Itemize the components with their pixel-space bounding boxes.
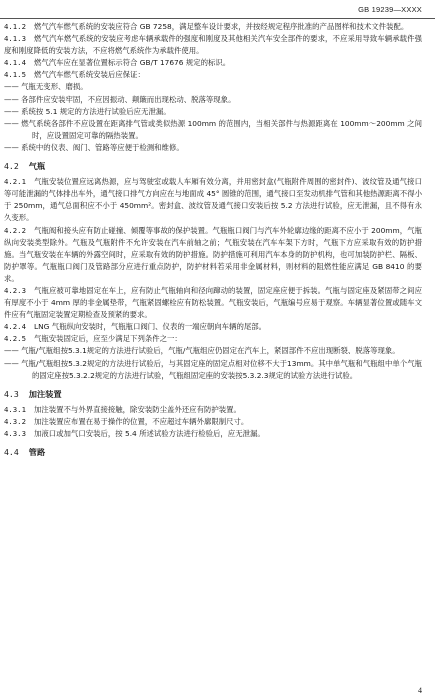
document-body xyxy=(4,21,422,462)
clause-text: 燃气汽车应在显著位置标示符合 GB/T 17676 规定的标识。 xyxy=(33,58,231,68)
list-item: —— 气瓶/气瓶组按5.3.1规定的方法进行试验后，气瓶/气瓶组应仍固定在汽车上，紧固部件不应出现断裂、脱落等现象。 xyxy=(4,346,400,356)
section-title: 气瓶 xyxy=(28,161,46,172)
list-item: —— 系统中的仪表、阀门、管路等应便于检测和维修。 xyxy=(4,142,184,152)
list-item: —— 气瓶/气瓶组按5.3.2规定的方法进行试验后，与其固定座的固定点相对位移不大于13mm。其中单气瓶和气瓶组中单个气瓶的固定座按5.3.2.2规定的方法进行试验，气瓶组固定座的安装按5.3.2.3规定的试验方法进行试验。 xyxy=(4,358,422,380)
clause-4-3-2 xyxy=(4,416,422,428)
clause-text: 气瓶应被可靠地固定在车上，应有防止气瓶轴向和径向蹿动的装置，固定座应便于拆装。气瓶与固定座及紧固带之间应有厚度不小于 4mm 厚的非金属垫带，气瓶紧固螺栓应有防松装置。气瓶安装后，气瓶编号应易于观察。车辆显著位置或随车文件应有气瓶固定装置定期检查及预紧的要求。 xyxy=(4,285,422,320)
clause-text: 燃气汽车燃气系统安装后应保证： xyxy=(33,70,145,80)
clause-number: 4.1.4 xyxy=(4,58,26,68)
section-title: 加注装置 xyxy=(28,388,62,399)
clause-text: 气瓶安装固定后，应至少满足下列条件之一： xyxy=(33,334,182,344)
clause-number: 4.1.2 xyxy=(4,22,26,31)
clause-number: 4.2.3 xyxy=(4,285,26,295)
section-heading-4-3 xyxy=(4,388,422,400)
clause-4-3-3 xyxy=(4,428,422,440)
clause-number: 4.3.1 xyxy=(4,404,26,414)
clause-4-1-3 xyxy=(4,33,422,57)
clause-4-1-2 xyxy=(4,21,422,33)
clause-number: 4.2.1 xyxy=(4,177,26,187)
clause-4-2-2 xyxy=(4,225,422,285)
clause-text: 气瓶安装位置应远离热源，应与驾驶室或载人车厢有效分离，并用密封盒(气瓶附件周围的密封件)、波纹管及通气接口等可能泄漏的气体排出车外，通气接口排气方向应在与地面成 45° 圆锥的范围，通气接口至发动机排气管和其他热源距离不得小于 250mm，通气总面积应不小于 450mm²。密封盒、波纹管及通气接口安装后按 5.2 方法进行试验，应无泄漏，且不得有永久变形。 xyxy=(4,177,422,223)
clause-4-2-5 xyxy=(4,333,422,345)
clause-number: 4.2.5 xyxy=(4,334,26,344)
clause-number: 4.1.5 xyxy=(4,70,26,80)
page-number: 4 xyxy=(418,686,422,695)
section-number: 4.3 xyxy=(4,388,19,399)
standard-code-header: GB 19239—XXXX xyxy=(358,5,422,14)
clause-4-1-4 xyxy=(4,57,422,69)
header-divider xyxy=(0,18,435,19)
clause-number: 4.2.2 xyxy=(4,225,26,235)
clause-number: 4.2.4 xyxy=(4,322,26,332)
list-item: —— 系统按 5.1 规定的方法进行试验后应无泄漏。 xyxy=(4,106,171,116)
section-title: 管路 xyxy=(28,447,46,458)
clause-number: 4.3.3 xyxy=(4,429,26,438)
clause-text: 加注装置应布置在易于操作的位置，不应超过车辆外廓限制尺寸。 xyxy=(33,416,249,426)
section-number: 4.4 xyxy=(4,447,19,458)
section-heading-4-4 xyxy=(4,446,422,458)
clause-text: LNG 气瓶纵向安装时，气瓶瓶口阀门、仪表的一端应朝向车辆的尾部。 xyxy=(33,322,267,332)
clause-text: 加液口或加气口安装后，按 5.4 所述试验方法进行检验后，应无泄漏。 xyxy=(33,429,265,438)
clause-text: 加注装置不与外界直接接触，除安装防尘盖外还应有防护装置。 xyxy=(33,404,241,414)
list-item: —— 气瓶无变形、磨损。 xyxy=(4,82,88,92)
list-item: —— 燃气系统各部件不应设置在距离排气管或类似热源 100mm 的范围内，当相关部件与热源距离在 100mm～200mm 之间时，应设置固定可靠的隔热装置。 xyxy=(4,118,422,140)
clause-4-1-5 xyxy=(4,69,422,81)
section-number: 4.2 xyxy=(4,161,19,172)
clause-4-2-3 xyxy=(4,285,422,321)
clause-text: 气瓶阀和接头应有防止碰撞、倾覆等事故的保护装置。气瓶瓶口阀门与汽车外轮廓边缘的距离不应小于 200mm，气瓶纵向安装类型除外。气瓶及气瓶附件不允许安装在汽车前轴之前；气瓶安装在汽车车架下方时，气瓶下方应采取有效的防护措施。当气瓶安装在车辆的外露空间时，应采取有效的防护措施。防护措施可利用汽车本身的防护机构，也可加装防护栏、隔板、防护罩等。气瓶瓶口阀门及管路部分应进行重点防护，防护材料若采用非金属材料，则材料的阻燃性能应满足 GB 8410 的要求。 xyxy=(4,225,422,283)
clause-4-2-4 xyxy=(4,321,422,333)
clause-text: 燃气汽车燃气系统的安装应符合 GB 7258，满足整车设计要求，并按经规定程序批准的产品图样和技术文件装配。 xyxy=(33,22,409,31)
clause-4-3-1 xyxy=(4,404,422,416)
section-heading-4-2 xyxy=(4,160,422,172)
clause-4-2-1 xyxy=(4,176,422,224)
list-item: —— 各部件应安装牢固，不应因振动、颠簸而出现松动、脱落等现象。 xyxy=(4,94,236,104)
clause-text: 燃气汽车燃气系统的安装应考虑车辆承载件的强度和刚度及其他相关汽车安全部件的要求，不应采用导致车辆承载件强度和刚度降低的安装方法，不应将燃气系统作为承载件使用。 xyxy=(4,34,422,56)
clause-number: 4.3.2 xyxy=(4,416,26,426)
clause-number: 4.1.3 xyxy=(4,34,26,44)
